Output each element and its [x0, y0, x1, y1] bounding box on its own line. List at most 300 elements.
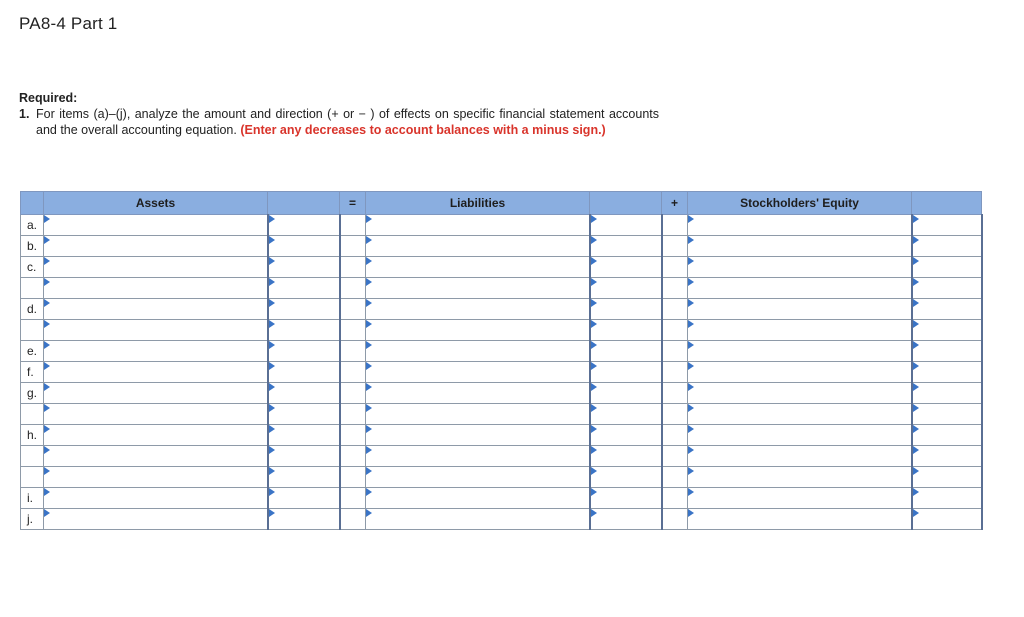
dropdown-indicator-icon[interactable] [913, 278, 919, 286]
dropdown-indicator-icon[interactable] [366, 236, 372, 244]
assets-amount-input[interactable] [269, 257, 339, 277]
assets-amount-input[interactable] [269, 383, 339, 403]
dropdown-indicator-icon[interactable] [269, 425, 275, 433]
equity-account-cell [688, 362, 912, 383]
liabilities-amount-input[interactable] [591, 362, 661, 382]
dropdown-indicator-icon[interactable] [591, 488, 597, 496]
dropdown-indicator-icon[interactable] [591, 278, 597, 286]
equity-account-input[interactable] [688, 446, 911, 466]
liabilities-amount-input[interactable] [591, 299, 661, 319]
dropdown-indicator-icon[interactable] [913, 257, 919, 265]
dropdown-indicator-icon[interactable] [366, 446, 372, 454]
plus-blank-input[interactable] [663, 383, 688, 403]
equals-blank-cell [340, 383, 366, 404]
header-assets: Assets [44, 192, 268, 215]
plus-blank-cell [662, 341, 688, 362]
dropdown-indicator-icon[interactable] [913, 215, 919, 223]
assets-account-input[interactable] [44, 215, 267, 235]
dropdown-indicator-icon[interactable] [591, 236, 597, 244]
equity-account-cell [688, 236, 912, 257]
row-label: d. [21, 299, 44, 320]
equals-blank-input[interactable] [341, 404, 366, 424]
dropdown-indicator-icon[interactable] [269, 509, 275, 517]
dropdown-indicator-icon[interactable] [591, 362, 597, 370]
liabilities-account-input[interactable] [366, 425, 589, 445]
liabilities-account-cell [366, 467, 590, 488]
equals-blank-input[interactable] [341, 446, 366, 466]
liabilities-account-input[interactable] [366, 278, 589, 298]
dropdown-indicator-icon[interactable] [688, 215, 694, 223]
equals-blank-input[interactable] [341, 215, 366, 235]
dropdown-indicator-icon[interactable] [366, 320, 372, 328]
assets-account-input[interactable] [44, 257, 267, 277]
dropdown-indicator-icon[interactable] [44, 467, 50, 475]
equals-blank-cell [340, 488, 366, 509]
equity-amount-cell [912, 446, 982, 467]
header-liabilities-amount [590, 192, 662, 215]
dropdown-indicator-icon[interactable] [269, 236, 275, 244]
plus-blank-input[interactable] [663, 278, 688, 298]
assets-account-cell [44, 341, 268, 362]
dropdown-indicator-icon[interactable] [366, 488, 372, 496]
liabilities-account-input[interactable] [366, 488, 589, 508]
equity-account-input[interactable] [688, 257, 911, 277]
plus-blank-input[interactable] [663, 299, 688, 319]
liabilities-amount-input[interactable] [591, 383, 661, 403]
dropdown-indicator-icon[interactable] [366, 467, 372, 475]
liabilities-account-input[interactable] [366, 215, 589, 235]
dropdown-indicator-icon[interactable] [269, 215, 275, 223]
dropdown-indicator-icon[interactable] [913, 425, 919, 433]
instructions-block [19, 107, 659, 138]
equity-account-cell [688, 257, 912, 278]
equity-amount-input[interactable] [913, 320, 981, 340]
equity-account-input[interactable] [688, 425, 911, 445]
liabilities-amount-input[interactable] [591, 341, 661, 361]
dropdown-indicator-icon[interactable] [913, 320, 919, 328]
liabilities-amount-input[interactable] [591, 320, 661, 340]
dropdown-indicator-icon[interactable] [688, 257, 694, 265]
assets-amount-cell [268, 320, 340, 341]
equity-account-input[interactable] [688, 467, 911, 487]
equity-account-cell [688, 341, 912, 362]
row-label [21, 278, 44, 299]
dropdown-indicator-icon[interactable] [269, 467, 275, 475]
dropdown-indicator-icon[interactable] [591, 215, 597, 223]
dropdown-indicator-icon[interactable] [591, 341, 597, 349]
liabilities-amount-cell [590, 236, 662, 257]
assets-account-cell [44, 278, 268, 299]
dropdown-indicator-icon[interactable] [591, 257, 597, 265]
liabilities-amount-cell [590, 320, 662, 341]
dropdown-indicator-icon[interactable] [269, 446, 275, 454]
dropdown-indicator-icon[interactable] [44, 362, 50, 370]
assets-amount-input[interactable] [269, 236, 339, 256]
equity-amount-input[interactable] [913, 383, 981, 403]
assets-amount-cell [268, 509, 340, 530]
plus-blank-cell [662, 299, 688, 320]
header-liabilities: Liabilities [366, 192, 590, 215]
liabilities-account-cell [366, 257, 590, 278]
dropdown-indicator-icon[interactable] [269, 278, 275, 286]
liabilities-account-input[interactable] [366, 320, 589, 340]
equity-amount-input[interactable] [913, 446, 981, 466]
plus-blank-input[interactable] [663, 341, 688, 361]
header-rowlabel [21, 192, 44, 215]
dropdown-indicator-icon[interactable] [269, 320, 275, 328]
assets-amount-input[interactable] [269, 362, 339, 382]
liabilities-account-cell [366, 215, 590, 236]
equity-account-input[interactable] [688, 320, 911, 340]
liabilities-account-input[interactable] [366, 257, 589, 277]
assets-amount-input[interactable] [269, 278, 339, 298]
equals-blank-cell [340, 362, 366, 383]
instruction-text: For items (a)–(j), analyze the amount and direction (+ or − ) of effects on specific financial statement accounts and the overall accounting equation. [36, 107, 659, 137]
dropdown-indicator-icon[interactable] [688, 236, 694, 244]
equity-account-input[interactable] [688, 278, 911, 298]
dropdown-indicator-icon[interactable] [44, 383, 50, 391]
dropdown-indicator-icon[interactable] [366, 404, 372, 412]
dropdown-indicator-icon[interactable] [913, 299, 919, 307]
liabilities-account-input[interactable] [366, 362, 589, 382]
equity-account-input[interactable] [688, 236, 911, 256]
table-row [21, 362, 982, 383]
plus-blank-input[interactable] [663, 488, 688, 508]
dropdown-indicator-icon[interactable] [591, 299, 597, 307]
liabilities-amount-input[interactable] [591, 425, 661, 445]
dropdown-indicator-icon[interactable] [591, 509, 597, 517]
row-label: b. [21, 236, 44, 257]
assets-account-input[interactable] [44, 383, 267, 403]
accounting-equation-table [20, 191, 983, 530]
liabilities-amount-cell [590, 467, 662, 488]
equity-amount-input[interactable] [913, 362, 981, 382]
liabilities-amount-input[interactable] [591, 257, 661, 277]
dropdown-indicator-icon[interactable] [269, 341, 275, 349]
plus-blank-input[interactable] [663, 320, 688, 340]
liabilities-amount-input[interactable] [591, 488, 661, 508]
equity-amount-input[interactable] [913, 215, 981, 235]
equity-account-input[interactable] [688, 341, 911, 361]
equity-account-input[interactable] [688, 215, 911, 235]
equals-blank-input[interactable] [341, 425, 366, 445]
dropdown-indicator-icon[interactable] [44, 425, 50, 433]
dropdown-indicator-icon[interactable] [366, 341, 372, 349]
equity-amount-input[interactable] [913, 299, 981, 319]
liabilities-account-input[interactable] [366, 446, 589, 466]
dropdown-indicator-icon[interactable] [44, 404, 50, 412]
dropdown-indicator-icon[interactable] [269, 404, 275, 412]
equity-amount-input[interactable] [913, 257, 981, 277]
dropdown-indicator-icon[interactable] [44, 215, 50, 223]
table-row [21, 425, 982, 446]
dropdown-indicator-icon[interactable] [913, 446, 919, 454]
plus-blank-input[interactable] [663, 362, 688, 382]
table-body [21, 215, 982, 530]
equals-blank-input[interactable] [341, 362, 366, 382]
dropdown-indicator-icon[interactable] [913, 488, 919, 496]
equity-amount-input[interactable] [913, 278, 981, 298]
plus-blank-input[interactable] [663, 425, 688, 445]
liabilities-account-input[interactable] [366, 236, 589, 256]
assets-amount-input[interactable] [269, 299, 339, 319]
dropdown-indicator-icon[interactable] [913, 362, 919, 370]
assets-amount-cell [268, 278, 340, 299]
liabilities-account-input[interactable] [366, 467, 589, 487]
plus-blank-cell [662, 215, 688, 236]
dropdown-indicator-icon[interactable] [688, 488, 694, 496]
dropdown-indicator-icon[interactable] [366, 425, 372, 433]
liabilities-amount-cell [590, 362, 662, 383]
equity-account-input[interactable] [688, 383, 911, 403]
assets-amount-input[interactable] [269, 446, 339, 466]
row-label: a. [21, 215, 44, 236]
header-equity-amount [912, 192, 982, 215]
equals-blank-cell [340, 467, 366, 488]
equity-amount-input[interactable] [913, 509, 981, 529]
dropdown-indicator-icon[interactable] [688, 446, 694, 454]
dropdown-indicator-icon[interactable] [913, 509, 919, 517]
liabilities-amount-cell [590, 215, 662, 236]
dropdown-indicator-icon[interactable] [591, 467, 597, 475]
dropdown-indicator-icon[interactable] [591, 446, 597, 454]
equity-account-input[interactable] [688, 509, 911, 529]
equals-blank-input[interactable] [341, 278, 366, 298]
dropdown-indicator-icon[interactable] [913, 383, 919, 391]
plus-blank-input[interactable] [663, 509, 688, 529]
dropdown-indicator-icon[interactable] [688, 299, 694, 307]
plus-blank-input[interactable] [663, 446, 688, 466]
liabilities-account-cell [366, 446, 590, 467]
dropdown-indicator-icon[interactable] [44, 236, 50, 244]
assets-amount-cell [268, 215, 340, 236]
dropdown-indicator-icon[interactable] [44, 257, 50, 265]
dropdown-indicator-icon[interactable] [44, 299, 50, 307]
dropdown-indicator-icon[interactable] [913, 404, 919, 412]
equals-blank-cell [340, 278, 366, 299]
equity-amount-input[interactable] [913, 404, 981, 424]
equity-amount-cell [912, 236, 982, 257]
dropdown-indicator-icon[interactable] [269, 362, 275, 370]
liabilities-amount-input[interactable] [591, 215, 661, 235]
equity-account-input[interactable] [688, 488, 911, 508]
table-row [21, 257, 982, 278]
dropdown-indicator-icon[interactable] [366, 257, 372, 265]
table-row [21, 215, 982, 236]
liabilities-account-input[interactable] [366, 383, 589, 403]
equals-blank-input[interactable] [341, 257, 366, 277]
dropdown-indicator-icon[interactable] [913, 467, 919, 475]
dropdown-indicator-icon[interactable] [366, 215, 372, 223]
equity-account-cell [688, 278, 912, 299]
assets-account-cell [44, 467, 268, 488]
assets-amount-input[interactable] [269, 509, 339, 529]
liabilities-amount-input[interactable] [591, 509, 661, 529]
assets-amount-input[interactable] [269, 425, 339, 445]
liabilities-amount-cell [590, 257, 662, 278]
row-label: e. [21, 341, 44, 362]
assets-account-input[interactable] [44, 320, 267, 340]
dropdown-indicator-icon[interactable] [688, 320, 694, 328]
equals-blank-input[interactable] [341, 467, 366, 487]
dropdown-indicator-icon[interactable] [688, 509, 694, 517]
equity-amount-cell [912, 467, 982, 488]
liabilities-account-input[interactable] [366, 404, 589, 424]
liabilities-amount-input[interactable] [591, 278, 661, 298]
assets-account-cell [44, 425, 268, 446]
liabilities-account-cell [366, 278, 590, 299]
liabilities-amount-input[interactable] [591, 236, 661, 256]
dropdown-indicator-icon[interactable] [688, 467, 694, 475]
equals-blank-cell [340, 509, 366, 530]
dropdown-indicator-icon[interactable] [366, 383, 372, 391]
liabilities-amount-input[interactable] [591, 467, 661, 487]
assets-account-cell [44, 383, 268, 404]
liabilities-amount-cell [590, 509, 662, 530]
equity-amount-input[interactable] [913, 488, 981, 508]
dropdown-indicator-icon[interactable] [44, 278, 50, 286]
plus-blank-cell [662, 320, 688, 341]
assets-amount-cell [268, 362, 340, 383]
liabilities-amount-input[interactable] [591, 404, 661, 424]
equity-amount-cell [912, 509, 982, 530]
equals-blank-input[interactable] [341, 299, 366, 319]
dropdown-indicator-icon[interactable] [366, 278, 372, 286]
assets-account-input[interactable] [44, 467, 267, 487]
plus-blank-input[interactable] [663, 236, 688, 256]
table-header-row [21, 192, 982, 215]
plus-blank-input[interactable] [663, 215, 688, 235]
equals-blank-input[interactable] [341, 236, 366, 256]
liabilities-account-input[interactable] [366, 341, 589, 361]
plus-blank-cell [662, 404, 688, 425]
instruction-text-wrapper [36, 107, 659, 138]
assets-account-input[interactable] [44, 341, 267, 361]
assets-amount-input[interactable] [269, 467, 339, 487]
dropdown-indicator-icon[interactable] [688, 383, 694, 391]
assets-amount-input[interactable] [269, 488, 339, 508]
dropdown-indicator-icon[interactable] [591, 383, 597, 391]
assets-account-cell [44, 362, 268, 383]
dropdown-indicator-icon[interactable] [366, 509, 372, 517]
equity-amount-input[interactable] [913, 341, 981, 361]
row-label: h. [21, 425, 44, 446]
assets-amount-input[interactable] [269, 215, 339, 235]
equity-account-cell [688, 404, 912, 425]
equity-account-cell [688, 446, 912, 467]
equity-amount-cell [912, 341, 982, 362]
dropdown-indicator-icon[interactable] [913, 236, 919, 244]
assets-account-input[interactable] [44, 446, 267, 466]
assets-account-input[interactable] [44, 404, 267, 424]
dropdown-indicator-icon[interactable] [269, 257, 275, 265]
equity-account-input[interactable] [688, 362, 911, 382]
equity-account-input[interactable] [688, 404, 911, 424]
liabilities-amount-input[interactable] [591, 446, 661, 466]
liabilities-amount-cell [590, 341, 662, 362]
dropdown-indicator-icon[interactable] [688, 362, 694, 370]
plus-blank-input[interactable] [663, 467, 688, 487]
equals-blank-cell [340, 320, 366, 341]
plus-blank-input[interactable] [663, 257, 688, 277]
table-row [21, 488, 982, 509]
equals-blank-input[interactable] [341, 320, 366, 340]
dropdown-indicator-icon[interactable] [366, 362, 372, 370]
dropdown-indicator-icon[interactable] [688, 341, 694, 349]
dropdown-indicator-icon[interactable] [269, 488, 275, 496]
assets-account-input[interactable] [44, 362, 267, 382]
assets-amount-input[interactable] [269, 341, 339, 361]
equals-blank-cell [340, 215, 366, 236]
assets-amount-input[interactable] [269, 320, 339, 340]
equals-blank-cell [340, 236, 366, 257]
equity-amount-cell [912, 362, 982, 383]
assets-account-input[interactable] [44, 299, 267, 319]
equals-blank-input[interactable] [341, 341, 366, 361]
dropdown-indicator-icon[interactable] [591, 404, 597, 412]
table-row [21, 404, 982, 425]
plus-blank-cell [662, 236, 688, 257]
dropdown-indicator-icon[interactable] [44, 341, 50, 349]
dropdown-indicator-icon[interactable] [591, 425, 597, 433]
dropdown-indicator-icon[interactable] [44, 488, 50, 496]
assets-account-input[interactable] [44, 425, 267, 445]
dropdown-indicator-icon[interactable] [269, 299, 275, 307]
row-label [21, 320, 44, 341]
dropdown-indicator-icon[interactable] [366, 299, 372, 307]
assets-account-input[interactable] [44, 488, 267, 508]
dropdown-indicator-icon[interactable] [688, 425, 694, 433]
dropdown-indicator-icon[interactable] [44, 446, 50, 454]
assets-amount-input[interactable] [269, 404, 339, 424]
equity-amount-cell [912, 404, 982, 425]
assets-amount-cell [268, 383, 340, 404]
liabilities-account-input[interactable] [366, 509, 589, 529]
assets-account-input[interactable] [44, 509, 267, 529]
equity-amount-input[interactable] [913, 236, 981, 256]
assets-account-input[interactable] [44, 236, 267, 256]
dropdown-indicator-icon[interactable] [44, 509, 50, 517]
header-assets-amount [268, 192, 340, 215]
dropdown-indicator-icon[interactable] [269, 383, 275, 391]
assets-account-cell [44, 320, 268, 341]
plus-blank-input[interactable] [663, 404, 688, 424]
equity-account-input[interactable] [688, 299, 911, 319]
dropdown-indicator-icon[interactable] [44, 320, 50, 328]
dropdown-indicator-icon[interactable] [688, 278, 694, 286]
equity-account-cell [688, 299, 912, 320]
equity-amount-input[interactable] [913, 467, 981, 487]
assets-amount-cell [268, 425, 340, 446]
dropdown-indicator-icon[interactable] [913, 341, 919, 349]
dropdown-indicator-icon[interactable] [591, 320, 597, 328]
equals-blank-input[interactable] [341, 383, 366, 403]
liabilities-account-input[interactable] [366, 299, 589, 319]
plus-blank-cell [662, 383, 688, 404]
equals-blank-input[interactable] [341, 509, 366, 529]
equals-blank-cell [340, 404, 366, 425]
equals-blank-cell [340, 299, 366, 320]
equity-amount-cell [912, 425, 982, 446]
row-label: i. [21, 488, 44, 509]
assets-account-input[interactable] [44, 278, 267, 298]
equals-blank-input[interactable] [341, 488, 366, 508]
equals-blank-cell [340, 257, 366, 278]
dropdown-indicator-icon[interactable] [688, 404, 694, 412]
equity-amount-input[interactable] [913, 425, 981, 445]
liabilities-amount-cell [590, 488, 662, 509]
liabilities-account-cell [366, 509, 590, 530]
